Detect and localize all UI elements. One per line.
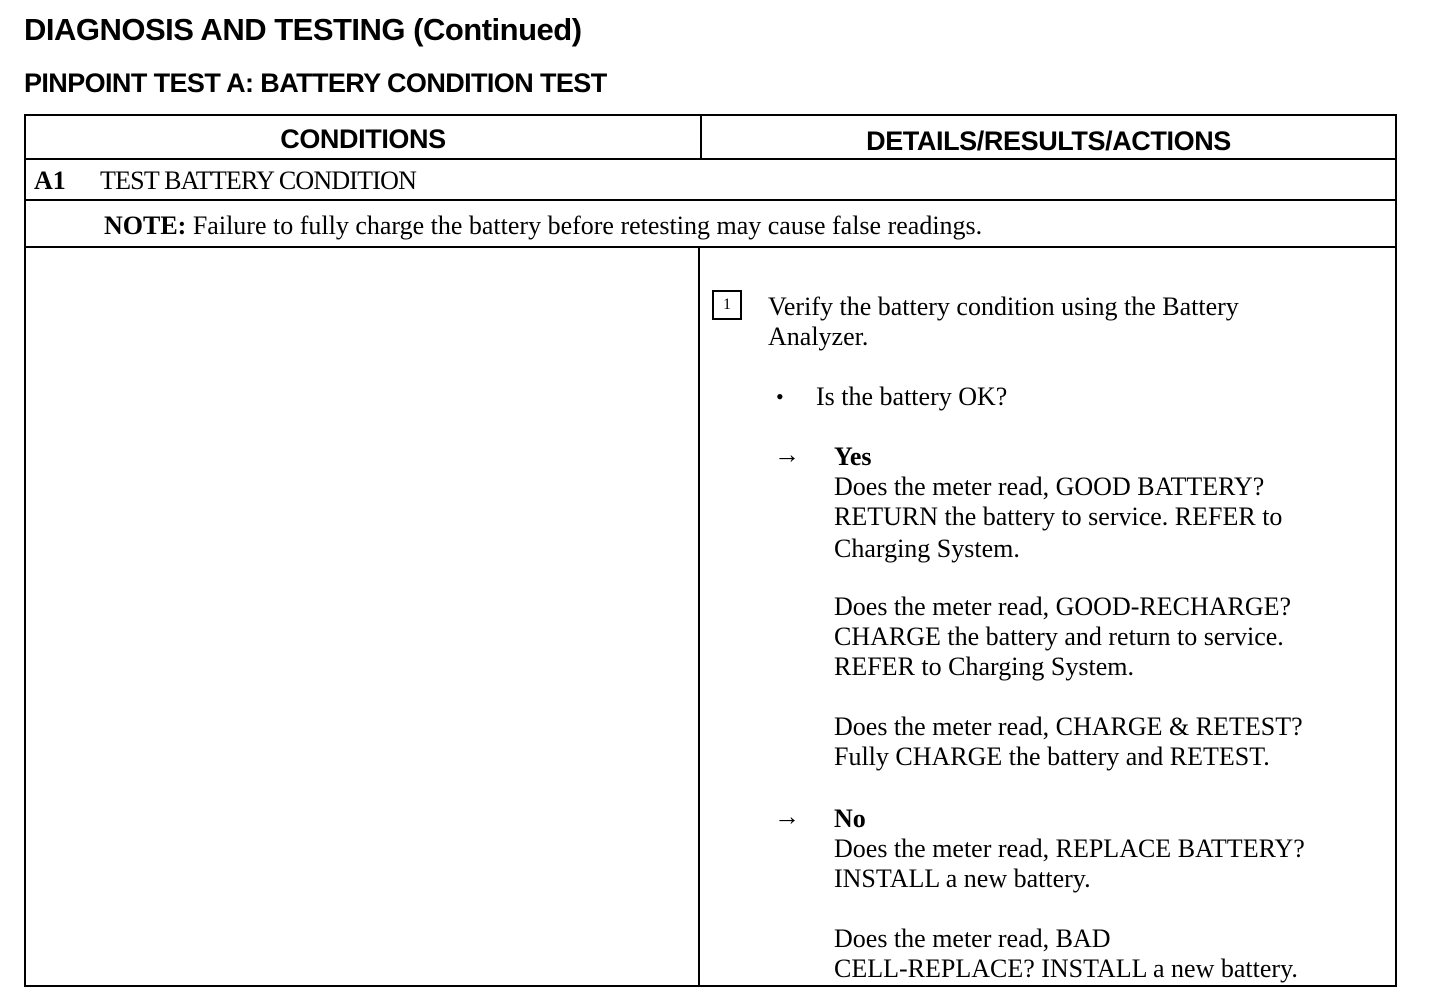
details-cell	[702, 250, 1395, 985]
no-label: No	[834, 804, 866, 833]
note-label: NOTE:	[104, 211, 187, 240]
action-instruction-line1: Verify the battery condition using the Battery	[768, 292, 1239, 321]
pinpoint-test-table	[24, 114, 1397, 987]
yes-label: Yes	[834, 442, 872, 471]
yes-item-2-line1: Does the meter read, GOOD-RECHARGE?	[834, 592, 1292, 621]
bullet-icon: •	[776, 384, 784, 409]
page-title: DIAGNOSIS AND TESTING (Continued)	[24, 12, 582, 47]
note-row	[104, 204, 982, 248]
yes-arrow-icon: →	[774, 440, 800, 469]
step-row	[26, 162, 1395, 200]
details-header: DETAILS/RESULTS/ACTIONS	[866, 126, 1231, 156]
pinpoint-test-title: PINPOINT TEST A: BATTERY CONDITION TEST	[24, 68, 607, 98]
body-column-divider	[698, 246, 700, 985]
step-id: A1	[34, 166, 66, 195]
note-text: Failure to fully charge the battery before retesting may cause false readings.	[186, 211, 983, 240]
yes-item-1-line1: Does the meter read, GOOD BATTERY?	[834, 472, 1265, 501]
no-item-2-line2: CELL-REPLACE? INSTALL a new battery.	[834, 954, 1298, 983]
conditions-header: CONDITIONS	[280, 124, 446, 154]
yes-item-1-line2: RETURN the battery to service. REFER to	[834, 502, 1283, 531]
yes-item-3-line2: Fully CHARGE the battery and RETEST.	[834, 742, 1270, 771]
step-title: TEST BATTERY CONDITION	[100, 166, 417, 195]
yes-item-1-line3: Charging System.	[834, 534, 1020, 563]
yes-item-2-line2: CHARGE the battery and return to service.	[834, 622, 1284, 651]
action-question: Is the battery OK?	[816, 382, 1008, 411]
action-instruction-line2: Analyzer.	[768, 322, 869, 351]
no-item-1-line1: Does the meter read, REPLACE BATTERY?	[834, 834, 1305, 863]
no-arrow-icon: →	[774, 802, 800, 831]
step-number-box: 1	[712, 290, 742, 320]
yes-item-3-line1: Does the meter read, CHARGE & RETEST?	[834, 712, 1303, 741]
yes-item-2-line3: REFER to Charging System.	[834, 652, 1134, 681]
no-item-2-line1: Does the meter read, BAD	[834, 924, 1111, 953]
no-item-1-line2: INSTALL a new battery.	[834, 864, 1091, 893]
